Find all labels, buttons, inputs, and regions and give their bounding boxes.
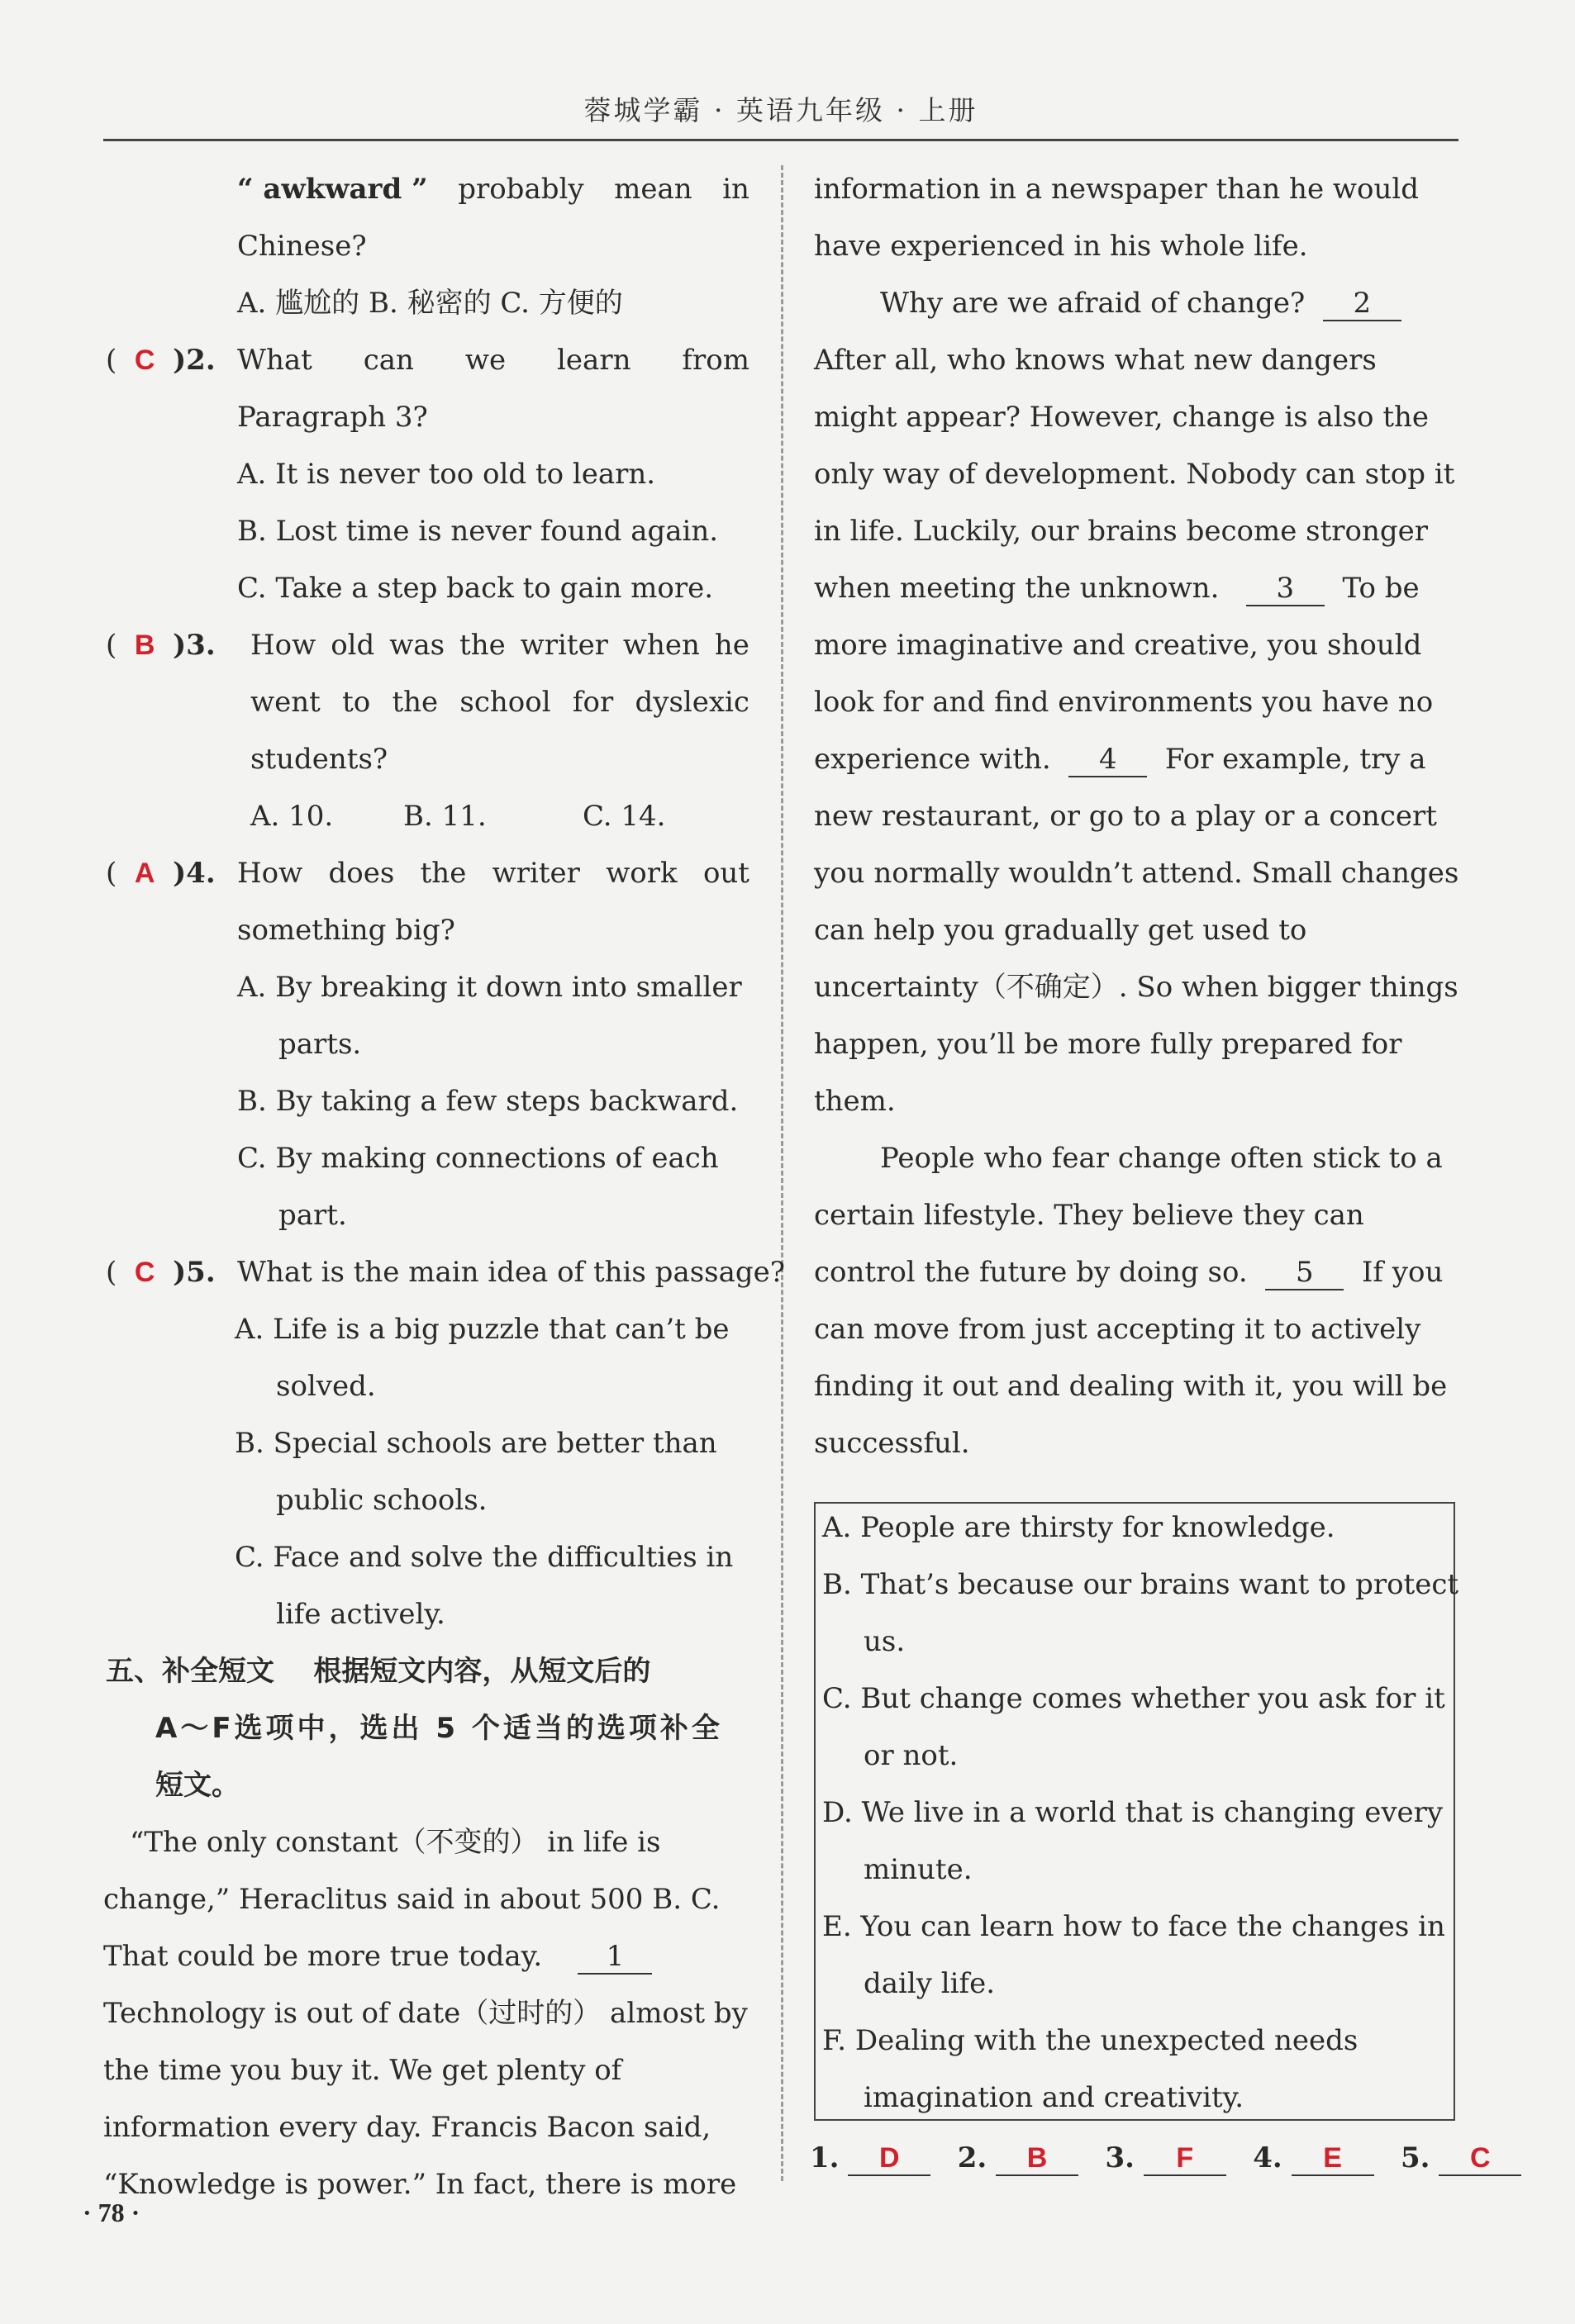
passage-right-line-10: look for and find environments you have no xyxy=(814,686,1434,719)
blank-4[interactable]: 4 xyxy=(1068,743,1147,777)
option-f-line-1: F. Dealing with the unexpected needs xyxy=(822,2024,1358,2057)
passage-right-line-5: might appear? However, change is also the xyxy=(814,401,1430,434)
q4-option-b: B. By taking a few steps backward. xyxy=(237,1085,739,1118)
q2-answer-bracket: ( C )2. xyxy=(106,344,216,377)
blank-1[interactable]: 1 xyxy=(578,1940,652,1975)
option-c-line-2: or not. xyxy=(864,1739,959,1772)
q3-question-line-2: went to the school for dyslexic xyxy=(250,686,749,719)
column-divider xyxy=(781,165,783,2181)
q5-option-b-line-1: B. Special schools are better than xyxy=(235,1427,717,1460)
option-e-line-2: daily life. xyxy=(864,1967,996,2000)
passage-left-line-5: the time you buy it. We get plenty of xyxy=(103,2054,622,2087)
passage-right-line-3: Why are we afraid of change? 2 xyxy=(880,284,1401,322)
blank-2[interactable]: 2 xyxy=(1323,287,1401,321)
q3-option-b: B. 11. xyxy=(403,800,487,833)
section-5-title: 五、补全短文 根据短文内容，从短文后的 xyxy=(106,1655,651,1688)
passage-right-line-12: new restaurant, or go to a play or a concert xyxy=(814,800,1437,833)
q5-option-b-line-2: public schools. xyxy=(276,1484,488,1517)
q2-question-line-2: Paragraph 3? xyxy=(237,401,428,434)
passage-right-line-21: can move from just accepting it to actively xyxy=(814,1313,1421,1346)
answer-3[interactable]: F xyxy=(1144,2141,1226,2176)
option-c-line-1: C. But change comes whether you ask for it xyxy=(822,1682,1445,1715)
q2-question-line-1: What can we learn from xyxy=(237,344,749,377)
passage-left-line-3: That could be more true today. 1 xyxy=(103,1937,652,1975)
passage-right-line-22: finding it out and dealing with it, you will be xyxy=(814,1370,1448,1403)
q5-answer: C xyxy=(134,1257,155,1288)
passage-right-line-13: you normally wouldn’t attend. Small changes xyxy=(814,857,1459,890)
q5-question: What is the main idea of this passage? xyxy=(237,1256,785,1289)
blank-3[interactable]: 3 xyxy=(1246,572,1325,606)
passage-right-line-16: happen, you’ll be more fully prepared for xyxy=(814,1028,1402,1061)
passage-right-line-18: People who fear change often stick to a xyxy=(880,1142,1443,1175)
section-5-line-3: 短文。 xyxy=(155,1769,240,1802)
q4-question-line-2: something big? xyxy=(237,914,455,947)
q3-option-c: C. 14. xyxy=(583,800,666,833)
q1-options: A. 尴尬的 B. 秘密的 C. 方便的 xyxy=(237,287,623,320)
passage-left-line-4: Technology is out of date（过时的） almost by xyxy=(103,1997,748,2030)
q3-answer-bracket: ( B )3. xyxy=(106,629,216,662)
passage-right-line-2: have experienced in his whole life. xyxy=(814,230,1308,263)
q5-option-c-line-2: life actively. xyxy=(276,1598,445,1631)
answers-row: 1. D 2. B 3. F 4. E 5. C xyxy=(810,2141,1521,2176)
passage-right-line-9: more imaginative and creative, you should xyxy=(814,629,1422,662)
passage-right-line-15: uncertainty（不确定）. So when bigger things xyxy=(814,971,1458,1004)
q4-answer-bracket: ( A )4. xyxy=(106,857,216,890)
passage-right-line-20: control the future by doing so. 5 If you xyxy=(814,1256,1444,1289)
q3-question-line-1: How old was the writer when he xyxy=(250,629,749,662)
section-5-line-2: A～F选项中，选出 5 个适当的选项补全 xyxy=(155,1712,723,1745)
option-b-line-2: us. xyxy=(864,1625,906,1658)
q3-question-line-3: students? xyxy=(250,743,388,776)
answer-5[interactable]: C xyxy=(1439,2141,1521,2176)
option-e-line-1: E. You can learn how to face the changes in xyxy=(822,1910,1445,1943)
q5-option-a-line-2: solved. xyxy=(276,1370,376,1403)
passage-left-line-2: change,” Heraclitus said in about 500 B. C. xyxy=(103,1883,721,1916)
passage-right-line-1: information in a newspaper than he would xyxy=(814,173,1419,206)
q4-question-line-1: How does the writer work out xyxy=(237,857,749,890)
passage-left-line-1: “The only constant（不变的） in life is xyxy=(130,1826,661,1859)
q2-option-a: A. It is never too old to learn. xyxy=(237,458,656,491)
q3-option-a: A. 10. xyxy=(250,800,334,833)
q4-option-c-line-1: C. By making connections of each xyxy=(237,1142,719,1175)
option-d-line-1: D. We live in a world that is changing every xyxy=(822,1796,1444,1829)
q4-answer: A xyxy=(134,858,155,889)
passage-right-line-7: in life. Luckily, our brains become stronger xyxy=(814,515,1429,548)
passage-right-line-23: successful. xyxy=(814,1427,970,1460)
option-f-line-2: imagination and creativity. xyxy=(864,2081,1244,2114)
passage-right-line-14: can help you gradually get used to xyxy=(814,914,1307,947)
passage-right-line-19: certain lifestyle. They believe they can xyxy=(814,1199,1364,1232)
q1-line-2: Chinese? xyxy=(237,230,367,263)
passage-left-line-6: information every day. Francis Bacon said, xyxy=(103,2111,711,2144)
page-header: 蓉城学霸 · 英语九年级 · 上册 xyxy=(583,94,978,126)
q2-option-b: B. Lost time is never found again. xyxy=(237,515,719,548)
passage-right-line-6: only way of development. Nobody can stop it xyxy=(814,458,1455,491)
option-d-line-2: minute. xyxy=(864,1853,973,1886)
answer-2[interactable]: B xyxy=(996,2141,1078,2176)
q5-option-a-line-1: A. Life is a big puzzle that can’t be xyxy=(235,1313,730,1346)
passage-left-line-7: “Knowledge is power.” In fact, there is more xyxy=(103,2168,737,2201)
q3-answer: B xyxy=(134,630,155,661)
q2-option-c: C. Take a step back to gain more. xyxy=(237,572,714,605)
q5-answer-bracket: ( C )5. xyxy=(106,1256,216,1289)
passage-right-line-8: when meeting the unknown. 3 To be xyxy=(814,572,1420,605)
page-number: · 78 · xyxy=(83,2198,140,2227)
answer-1[interactable]: D xyxy=(848,2141,930,2176)
q1-line-1: “ awkward ” probably mean in xyxy=(237,173,749,206)
answer-4[interactable]: E xyxy=(1292,2141,1374,2176)
q4-option-a-line-1: A. By breaking it down into smaller xyxy=(237,971,742,1004)
blank-5[interactable]: 5 xyxy=(1265,1256,1344,1290)
q4-option-c-line-2: part. xyxy=(278,1199,347,1232)
q2-answer: C xyxy=(134,345,155,376)
header-rule xyxy=(103,139,1458,141)
passage-right-line-4: After all, who knows what new dangers xyxy=(814,344,1377,377)
q4-option-a-line-2: parts. xyxy=(278,1028,362,1061)
option-a: A. People are thirsty for knowledge. xyxy=(822,1511,1335,1544)
q5-option-c-line-1: C. Face and solve the difficulties in xyxy=(235,1541,734,1574)
passage-right-line-17: them. xyxy=(814,1085,896,1118)
passage-right-line-11: experience with. 4 For example, try a xyxy=(814,743,1426,776)
option-b-line-1: B. That’s because our brains want to protect xyxy=(822,1568,1459,1601)
